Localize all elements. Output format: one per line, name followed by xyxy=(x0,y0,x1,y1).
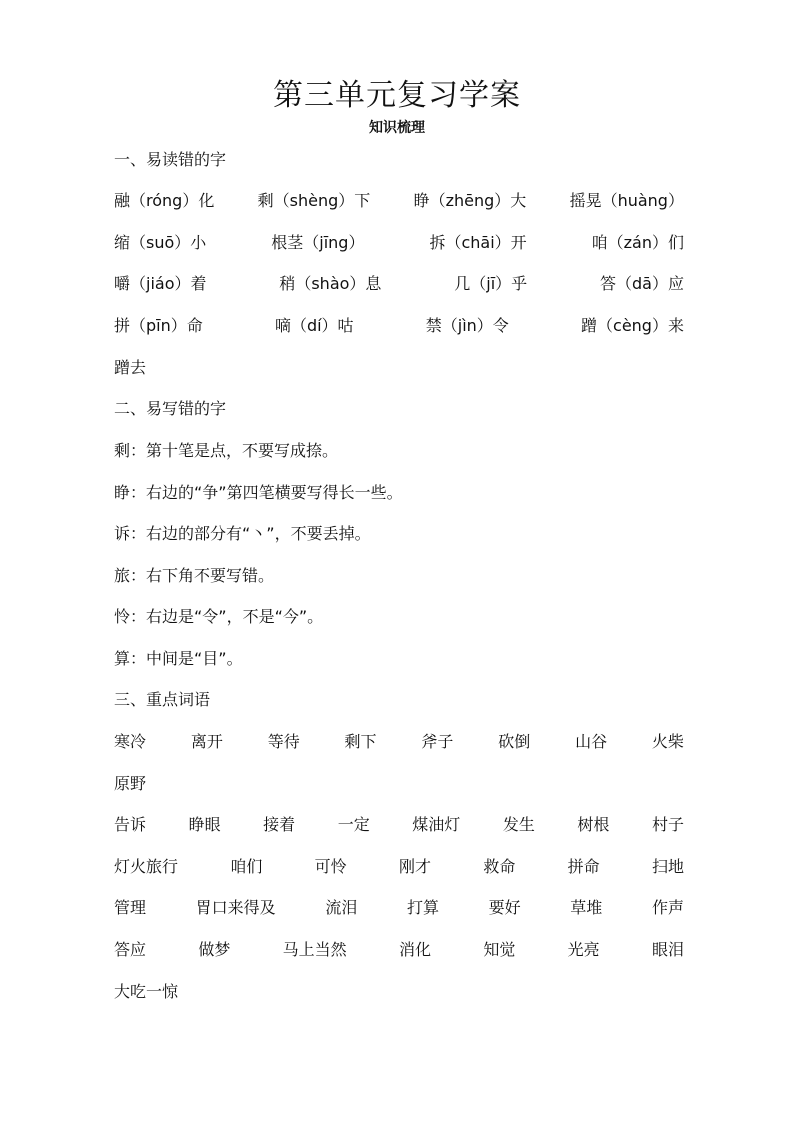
pinyin-item: 嘀（dí）咕 xyxy=(274,316,354,335)
section-heading-easy-misread: 一、易读错的字 xyxy=(114,150,227,169)
word-item: 草堆 xyxy=(570,898,603,917)
word-item: 剩下 xyxy=(344,732,377,751)
writing-tip: 旅：右下角不要写错。 xyxy=(114,566,275,585)
word-item: 原野 xyxy=(114,774,147,793)
word-row xyxy=(114,896,684,920)
word-row xyxy=(114,813,684,837)
word-item: 发生 xyxy=(502,815,535,834)
pinyin-item: 答（dā）应 xyxy=(600,274,684,293)
word-row xyxy=(114,938,684,962)
pinyin-item: 睁（zhēng）大 xyxy=(413,191,527,210)
word-item: 流泪 xyxy=(325,898,358,917)
word-item: 煤油灯 xyxy=(412,815,461,834)
word-item: 答应 xyxy=(114,940,147,959)
word-item: 马上当然 xyxy=(282,940,347,959)
pinyin-item: 融（róng）化 xyxy=(114,191,215,210)
pinyin-item: 咱（zán）们 xyxy=(591,233,684,252)
word-item: 接着 xyxy=(263,815,296,834)
word-item: 火柴 xyxy=(651,732,684,751)
word-item: 扫地 xyxy=(651,857,684,876)
word-item: 斧子 xyxy=(421,732,454,751)
word-row xyxy=(114,855,684,879)
section-heading-key-words: 三、重点词语 xyxy=(114,690,211,709)
pinyin-item: 蹭（cèng）来 xyxy=(581,316,684,335)
pinyin-row xyxy=(114,231,684,255)
pinyin-item: 拆（chāi）开 xyxy=(429,233,527,252)
word-item: 一定 xyxy=(337,815,370,834)
word-item: 离开 xyxy=(190,732,223,751)
section-heading-easy-miswrite: 二、易写错的字 xyxy=(114,399,227,418)
word-item: 知觉 xyxy=(483,940,516,959)
pinyin-item: 根茎（jīng） xyxy=(271,233,365,252)
writing-tip: 睁：右边的“争”第四笔横要写得长一些。 xyxy=(114,483,403,502)
word-item: 救命 xyxy=(483,857,516,876)
pinyin-item: 拼（pīn）命 xyxy=(114,316,203,335)
page-subtitle: 知识梳理 xyxy=(369,120,425,136)
pinyin-wrap-text: 蹭去 xyxy=(114,358,147,377)
word-item: 山谷 xyxy=(575,732,608,751)
word-item: 光亮 xyxy=(567,940,600,959)
writing-tip: 诉：右边的部分有“丶”，不要丢掉。 xyxy=(114,524,371,543)
word-item: 砍倒 xyxy=(498,732,531,751)
pinyin-item: 嚼（jiáo）着 xyxy=(114,274,207,293)
word-item: 刚才 xyxy=(398,857,431,876)
pinyin-item: 禁（jìn）令 xyxy=(425,316,509,335)
word-item: 管理 xyxy=(114,898,147,917)
writing-tip: 算：中间是“目”。 xyxy=(114,649,243,668)
pinyin-item: 缩（suō）小 xyxy=(114,233,207,252)
page-title: 第三单元复习学案 xyxy=(273,78,521,113)
pinyin-row xyxy=(114,189,684,213)
word-item: 告诉 xyxy=(114,815,147,834)
word-item: 可怜 xyxy=(314,857,347,876)
pinyin-item: 剩（shèng）下 xyxy=(257,191,371,210)
word-item: 树根 xyxy=(577,815,610,834)
word-item: 消化 xyxy=(398,940,431,959)
word-item: 等待 xyxy=(267,732,300,751)
writing-tip: 怜：右边是“令”，不是“今”。 xyxy=(114,607,324,626)
word-item: 拼命 xyxy=(567,857,600,876)
word-item: 要好 xyxy=(488,898,521,917)
word-item: 咱们 xyxy=(230,857,263,876)
word-row xyxy=(114,730,684,754)
writing-tip: 剩：第十笔是点，不要写成捺。 xyxy=(114,441,339,460)
word-item: 睁眼 xyxy=(188,815,221,834)
word-item: 胃口来得及 xyxy=(195,898,276,917)
pinyin-item: 几（jī）乎 xyxy=(454,274,528,293)
pinyin-item: 稍（shào）息 xyxy=(279,274,382,293)
word-item: 作声 xyxy=(651,898,684,917)
pinyin-row xyxy=(114,272,684,296)
pinyin-row xyxy=(114,314,684,338)
pinyin-item: 摇晃（huàng） xyxy=(569,191,684,210)
word-item: 村子 xyxy=(651,815,684,834)
word-item: 做梦 xyxy=(198,940,231,959)
word-item: 眼泪 xyxy=(651,940,684,959)
word-item: 寒冷 xyxy=(114,732,147,751)
word-item: 打算 xyxy=(406,898,439,917)
word-item: 大吃一惊 xyxy=(114,982,179,1001)
word-item: 灯火旅行 xyxy=(114,857,179,876)
